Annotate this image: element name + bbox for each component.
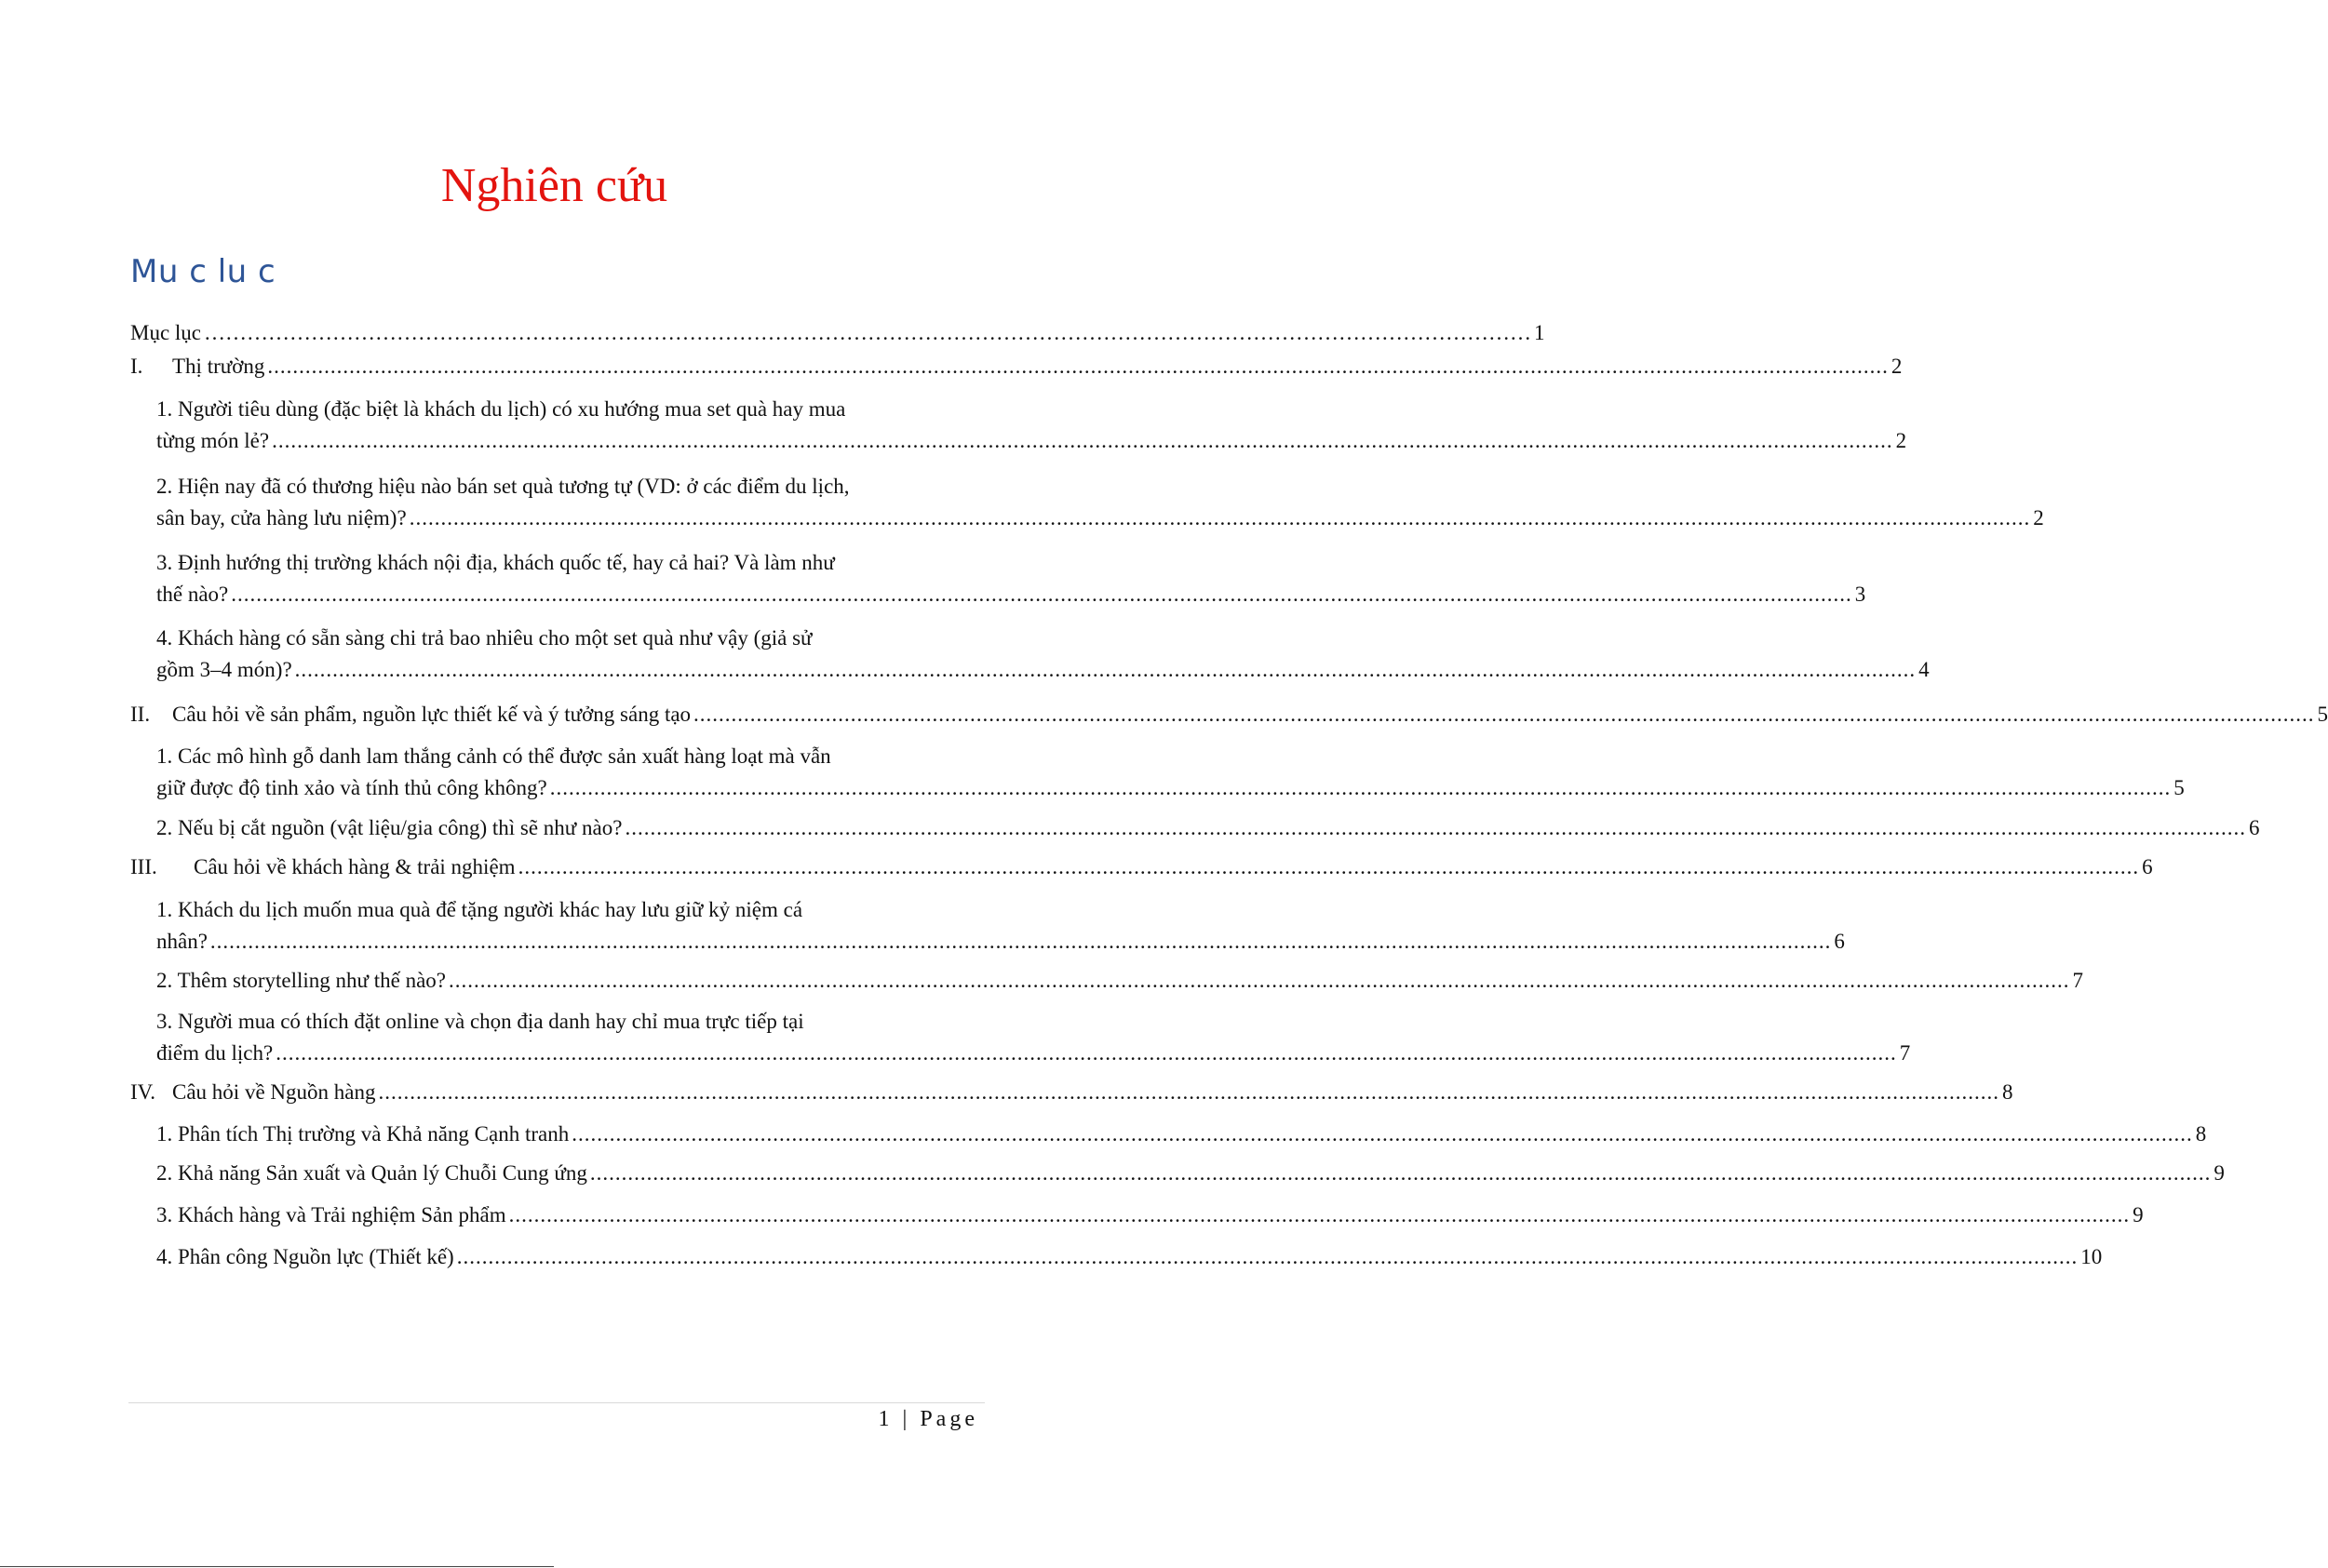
toc-entry-label-line2: sân bay, cửa hàng lưu niệm)? [156, 506, 407, 529]
toc-entry-label-line2: giữ được độ tinh xảo và tính thủ công không? [156, 776, 547, 799]
toc-entry-label: Mục lục [130, 321, 202, 344]
toc-entry-section-2[interactable] [130, 702, 2328, 728]
toc-entry-label-line1: 1. Các mô hình gỗ danh lam thắng cảnh có thể được sản xuất hàng loạt mà vẫn [156, 744, 831, 768]
toc-entry-label-line1: 3. Định hướng thị trường khách nội địa, khách quốc tế, hay cả hai? Và làm như [156, 551, 835, 574]
toc-entry-page: 5 [2173, 776, 2185, 799]
toc-entry-page: 8 [2001, 1080, 2013, 1104]
toc-entry-1-1[interactable] [156, 396, 1907, 454]
toc-leader [267, 354, 1889, 380]
toc-entry-muc-luc[interactable] [130, 320, 1545, 346]
toc-entry-page: 7 [2072, 969, 2083, 992]
toc-entry-label: 2. Nếu bị cắt nguồn (vật liệu/gia công) thì sẽ như nào? [156, 816, 623, 839]
toc-entry-2-1[interactable] [156, 744, 2185, 801]
toc-entry-page: 4 [1918, 658, 1930, 681]
toc-entry-label: Thị trường [172, 355, 265, 378]
toc-entry-page: 2 [1895, 429, 1907, 452]
toc-entry-label-line1: 1. Người tiêu dùng (đặc biệt là khách du lịch) có xu hướng mua set quà hay mua [156, 397, 846, 421]
toc-leader [295, 657, 1917, 683]
toc-entry-4-1[interactable] [156, 1121, 2207, 1147]
page-label: | Page [902, 1407, 978, 1431]
toc-entry-page: 3 [1854, 583, 1866, 606]
page-number: 1 [878, 1407, 894, 1431]
toc-entry-label: 2. Thêm storytelling như thế nào? [156, 969, 446, 992]
toc-entry-page: 6 [2142, 855, 2153, 878]
toc-entry-3-1[interactable] [156, 897, 1845, 955]
toc-entry-page: 1 [1534, 321, 1545, 344]
toc-leader [509, 1202, 2131, 1228]
toc-section-number: IV. [130, 1080, 156, 1104]
toc-entry-page: 6 [2248, 816, 2260, 839]
toc-entry-label-line1: 2. Hiện nay đã có thương hiệu nào bán set quà tương tự (VD: ở các điểm du lịch, [156, 475, 850, 498]
toc-entry-label: 4. Phân công Nguồn lực (Thiết kế) [156, 1245, 454, 1268]
toc-leader [378, 1079, 1999, 1106]
toc-leader [625, 815, 2246, 841]
toc-entry-section-4[interactable] [130, 1079, 2013, 1106]
toc-entry-page: 2 [1891, 355, 1903, 378]
toc-leader [272, 428, 1893, 454]
toc-entry-page: 5 [2317, 703, 2328, 726]
toc-section-number: III. [130, 855, 157, 878]
toc-entry-4-4[interactable] [156, 1244, 2103, 1270]
toc-entry-label-line1: 4. Khách hàng có sẵn sàng chi trả bao nhiêu cho một set quà như vậy (giả sử [156, 626, 813, 650]
toc-entry-section-1[interactable] [130, 354, 1903, 380]
toc-entry-label-line1: 1. Khách du lịch muốn mua quà để tặng người khác hay lưu giữ kỷ niệm cá [156, 898, 803, 921]
toc-leader [457, 1244, 2079, 1270]
toc-entry-1-4[interactable] [156, 625, 1930, 683]
toc-entry-4-2[interactable] [156, 1160, 2225, 1186]
toc-section-number: II. [130, 703, 151, 726]
toc-entry-3-3[interactable] [156, 1009, 1911, 1066]
toc-entry-1-3[interactable] [156, 550, 1866, 608]
toc-entry-label: 3. Khách hàng và Trải nghiệm Sản phẩm [156, 1203, 506, 1226]
toc-entry-1-2[interactable] [156, 474, 2044, 531]
toc-entry-section-3[interactable] [130, 854, 2153, 880]
toc-leader [210, 929, 1832, 955]
toc-leader [231, 582, 1852, 608]
toc-entry-label-line2: nhân? [156, 930, 208, 953]
toc-leader [693, 702, 2315, 728]
toc-section-number: I. [130, 355, 143, 378]
toc-entry-label-line1: 3. Người mua có thích đặt online và chọn địa danh hay chỉ mua trực tiếp tại [156, 1010, 804, 1033]
toc-entry-2-2[interactable] [156, 815, 2260, 841]
toc-entry-page: 8 [2195, 1122, 2207, 1146]
toc-entry-label: Câu hỏi về khách hàng & trải nghiệm [194, 855, 516, 878]
toc-entry-label-line2: điểm du lịch? [156, 1041, 274, 1065]
toc-entry-page: 9 [2133, 1203, 2144, 1226]
footer-divider [128, 1402, 985, 1403]
toc-entry-label: Câu hỏi về sản phẩm, nguồn lực thiết kế và ý tưởng sáng tạo [172, 703, 692, 726]
toc-entry-label: 1. Phân tích Thị trường và Khả năng Cạnh tranh [156, 1122, 570, 1146]
toc-entry-label: 2. Khả năng Sản xuất và Quản lý Chuỗi Cung ứng [156, 1161, 587, 1185]
toc-leader [276, 1040, 1897, 1066]
toc-leader [550, 775, 2172, 801]
page-footer [879, 1405, 978, 1433]
toc-entry-3-2[interactable] [156, 968, 2083, 994]
toc-entry-label-line2: gồm 3–4 món)? [156, 658, 292, 681]
toc-leader [204, 320, 1531, 346]
toc-entry-page: 10 [2080, 1245, 2103, 1268]
toc-leader [590, 1160, 2212, 1186]
toc-entry-page: 2 [2033, 506, 2044, 529]
toc-leader [518, 854, 2140, 880]
toc-leader [572, 1121, 2193, 1147]
toc-heading: Mu c lu c [130, 253, 276, 290]
toc-leader [410, 505, 2031, 531]
toc-leader [449, 968, 2070, 994]
bottom-edge-line [0, 1566, 554, 1567]
toc-entry-label: Câu hỏi về Nguồn hàng [172, 1080, 376, 1104]
toc-entry-4-3[interactable] [156, 1202, 2144, 1228]
toc-entry-label-line2: thế nào? [156, 583, 229, 606]
toc-entry-label-line2: từng món lẻ? [156, 429, 270, 452]
toc-entry-page: 9 [2214, 1161, 2225, 1185]
toc-entry-page: 6 [1834, 930, 1845, 953]
toc-entry-page: 7 [1899, 1041, 1911, 1065]
document-title: Nghiên cứu [440, 159, 668, 212]
